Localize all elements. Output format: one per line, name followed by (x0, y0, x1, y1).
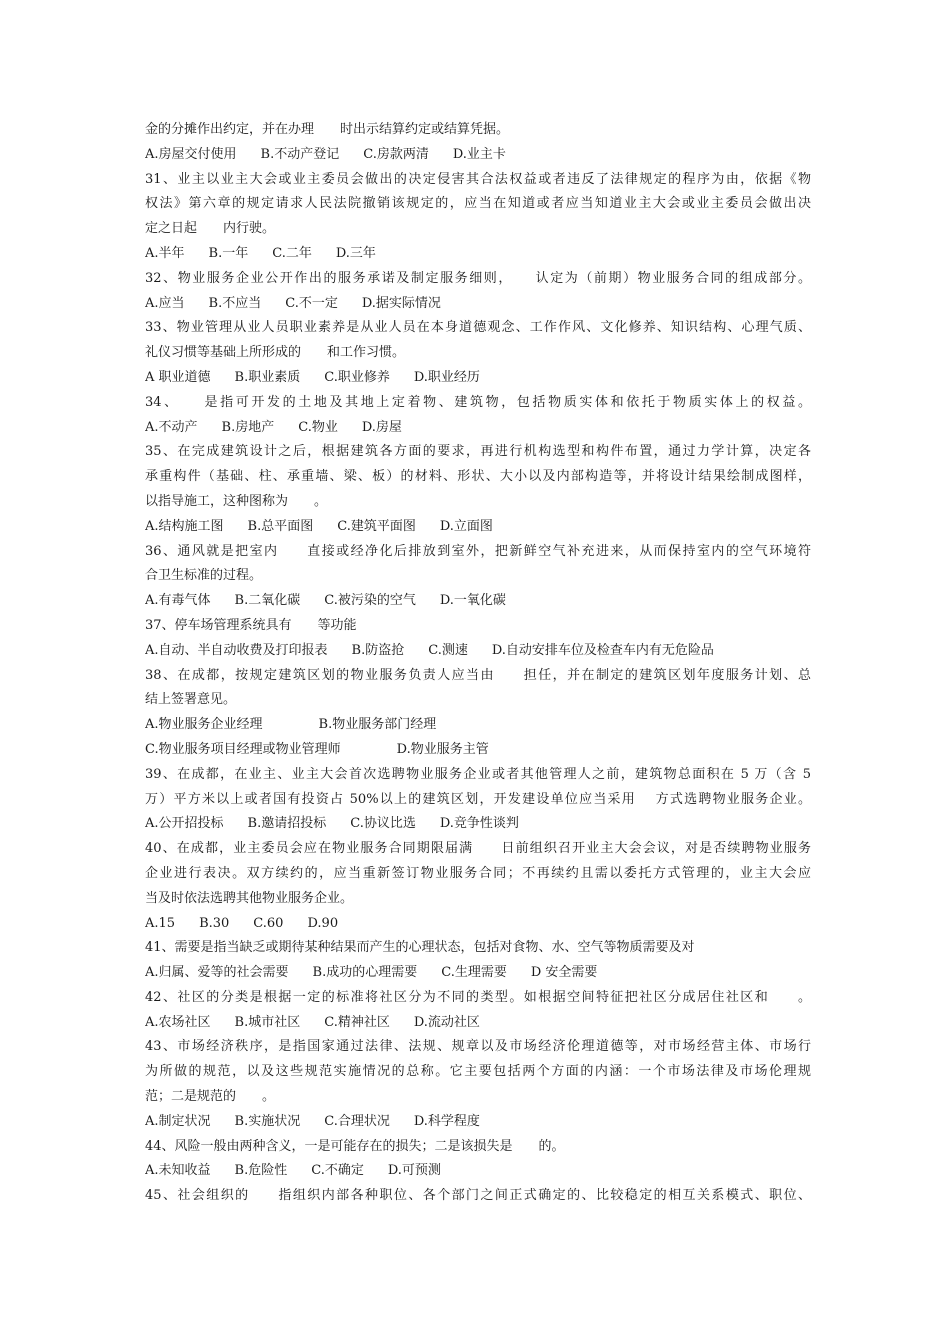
question-text-line: 企业进行表决。双方续约的，应当重新签订物业服务合同；不再续约且需以委托方式管理的，业主大会应 (145, 865, 811, 881)
question-text-line: 41、需要是指当缺乏或期待某种结果而产生的心理状态，包括对食物、水、空气等物质需要及对 (145, 940, 695, 956)
answer-options-row (145, 515, 811, 540)
answer-option: D.职业经历 (413, 369, 480, 385)
answer-options-row (145, 1011, 811, 1036)
answer-option: D.竞争性谈判 (439, 816, 519, 832)
answer-option: A.自动、半自动收费及打印报表 (145, 642, 328, 658)
question-text-line: 权法》第六章的规定请求人民法院撤销该规定的，应当在知道或者应当知道业主大会或业主委员会做出决 (145, 196, 811, 212)
answer-option: A.物业服务企业经理 (145, 717, 263, 733)
question-text-line: 为所做的规范，以及这些规范实施情况的总称。它主要包括两个方面的内涵：一个市场法律及市场伦理规 (145, 1064, 811, 1080)
answer-option: A.应当 (145, 295, 185, 311)
answer-options-row (145, 1159, 811, 1184)
answer-option: C.60 (253, 915, 284, 931)
answer-option: C.测速 (428, 642, 468, 658)
question-text-line: 37、停车场管理系统具有 等功能 (145, 617, 357, 633)
answer-option: D.科学程度 (413, 1113, 480, 1129)
question-text-line: 44、风险一般由两种含义，一是可能存在的损失；二是该损失是 的。 (145, 1138, 565, 1154)
question-text-line: 范；二是规范的 。 (145, 1089, 276, 1105)
answer-option: B.城市社区 (234, 1014, 301, 1030)
answer-option: B.不动产登记 (260, 146, 340, 162)
answer-option: A.半年 (145, 245, 185, 261)
question-text-line: 43、市场经济秩序，是指国家通过法律、法规、规章以及市场经济伦理道德等，对市场经营主体、市场行 (145, 1039, 811, 1055)
question-text-line: 礼仪习惯等基础上所形成的 和工作习惯。 (145, 345, 406, 361)
answer-options-row (145, 812, 811, 837)
answer-option: C.生理需要 (441, 965, 507, 981)
answer-option: C.物业服务项目经理或物业管理师 (145, 741, 341, 757)
answer-option: A.公开招投标 (145, 816, 224, 832)
answer-options-row (145, 713, 811, 738)
answer-option: B.邀请招投标 (247, 816, 327, 832)
answer-options-row (145, 1110, 811, 1135)
answer-option: B.成功的心理需要 (312, 965, 418, 981)
question-text-line: 36、通风就是把室内 直接或经净化后排放到室外，把新鲜空气补充进来，从而保持室内的空气环境符 (145, 543, 811, 559)
question-list (145, 118, 811, 1209)
answer-option: B.职业素质 (234, 369, 301, 385)
answer-option: D.可预测 (387, 1163, 441, 1179)
question-text-line: 39、在成都，在业主、业主大会首次选聘物业服务企业或者其他管理人之前，建筑物总面积在 5 万（含 5 (145, 766, 811, 782)
answer-option: B.物业服务部门经理 (318, 717, 437, 733)
answer-option: B.一年 (208, 245, 249, 261)
answer-option: B.防盗抢 (351, 642, 405, 658)
answer-option: C.职业修养 (324, 369, 390, 385)
answer-option: D.立面图 (439, 518, 493, 534)
answer-option: B.30 (199, 915, 230, 931)
question-text-line: 合卫生标准的过程。 (145, 568, 263, 584)
answer-options-row (145, 589, 811, 614)
question-text-line: 45、社会组织的 指组织内部各种职位、各个部门之间正式确定的、比较稳定的相互关系模式、职位、 (145, 1188, 811, 1204)
answer-option: D.90 (307, 915, 339, 931)
answer-option: A.不动产 (145, 419, 198, 435)
answer-options-row (145, 143, 811, 168)
answer-option: D 安全需要 (530, 965, 598, 981)
answer-option: B.危险性 (234, 1163, 288, 1179)
answer-option: D.流动社区 (413, 1014, 480, 1030)
answer-options-row (145, 416, 811, 441)
answer-option: C.物业 (298, 419, 338, 435)
answer-option: A.房屋交付使用 (145, 146, 237, 162)
answer-option: A.农场社区 (145, 1014, 211, 1030)
answer-option: C.合理状况 (324, 1113, 390, 1129)
question-text-line: 31、业主以业主大会或业主委员会做出的决定侵害其合法权益或者违反了法律规定的程序为由，依据《物 (145, 171, 811, 187)
answer-option: C.房款两清 (363, 146, 429, 162)
answer-options-row (145, 912, 811, 937)
question-text-line: 结上签署意见。 (145, 692, 237, 708)
answer-option: B.总平面图 (247, 518, 314, 534)
answer-option: A.15 (145, 915, 176, 931)
answer-option: D.一氧化碳 (439, 593, 506, 609)
answer-option: D.房屋 (361, 419, 402, 435)
answer-option: D.业主卡 (452, 146, 506, 162)
answer-option: C.精神社区 (324, 1014, 390, 1030)
question-text-line: 金的分摊作出约定，并在办理 时出示结算约定或结算凭据。 (145, 122, 510, 137)
answer-option: D.据实际情况 (361, 295, 441, 311)
answer-option: A.结构施工图 (145, 518, 224, 534)
question-text-line: 以指导施工，这种图称为 。 (145, 493, 328, 509)
answer-option: A.制定状况 (145, 1113, 211, 1129)
question-text-line: 34、 是指可开发的土地及其地上定着物、建筑物，包括物质实体和依托于物质实体上的权益。 (145, 394, 811, 410)
answer-option: A 职业道德 (145, 369, 211, 385)
answer-option: A.未知收益 (145, 1163, 211, 1179)
answer-options-row (145, 639, 811, 664)
answer-option: D.自动安排车位及检查车内有无危险品 (491, 642, 714, 658)
answer-options-row (145, 292, 811, 317)
question-text-line: 承重构件（基础、柱、承重墙、梁、板）的材料、形状、大小以及内部构造等，并将设计结果绘制成图样， (145, 469, 811, 485)
answer-options-row (145, 961, 811, 986)
question-text-line: 38、在成都，按规定建筑区划的物业服务负责人应当由 担任，并在制定的建筑区划年度服务计划、总 (145, 667, 811, 683)
question-text-line: 42、社区的分类是根据一定的标准将社区分为不同的类型。如根据空间特征把社区分成居住社区和 。 (145, 989, 811, 1005)
answer-option: C.建筑平面图 (337, 518, 416, 534)
answer-option: D.三年 (335, 245, 376, 261)
answer-option: C.二年 (272, 245, 312, 261)
answer-option: B.不应当 (208, 295, 262, 311)
answer-option: B.二氧化碳 (234, 593, 301, 609)
answer-options-row (145, 738, 811, 763)
question-text-line: 40、在成都，业主委员会应在物业服务合同期限届满 日前组织召开业主大会会议，对是否续聘物业服务 (145, 841, 811, 857)
question-text-line: 当及时依法选聘其他物业服务企业。 (145, 890, 354, 906)
answer-options-row (145, 366, 811, 391)
answer-option: B.实施状况 (234, 1113, 301, 1129)
question-text-line: 33、物业管理从业人员职业素养是从业人员在本身道德观念、工作作风、文化修养、知识结构、心理气质、 (145, 320, 811, 336)
question-text-line: 35、在完成建筑设计之后，根据建筑各方面的要求，再进行机构选型和构件布置，通过力学计算，决定各 (145, 444, 811, 460)
answer-option: C.协议比选 (350, 816, 416, 832)
answer-option: C.不一定 (285, 295, 338, 311)
answer-option: A.归属、爱等的社会需要 (145, 965, 289, 981)
question-text-line: 定之日起 内行驶。 (145, 221, 276, 237)
question-text-line: 32、物业服务企业公开作出的服务承诺及制定服务细则， 认定为（前期）物业服务合同的组成部分。 (145, 270, 811, 286)
answer-option: B.房地产 (221, 419, 275, 435)
question-text-line: 万）平方米以上或者国有投资占 50%以上的建筑区划，开发建设单位应当采用 方式选聘物业服务企业。 (145, 791, 811, 807)
answer-option: C.不确定 (311, 1163, 364, 1179)
answer-option: A.有毒气体 (145, 593, 211, 609)
answer-option: C.被污染的空气 (324, 593, 416, 609)
answer-options-row (145, 242, 811, 267)
answer-option: D.物业服务主管 (396, 741, 489, 757)
